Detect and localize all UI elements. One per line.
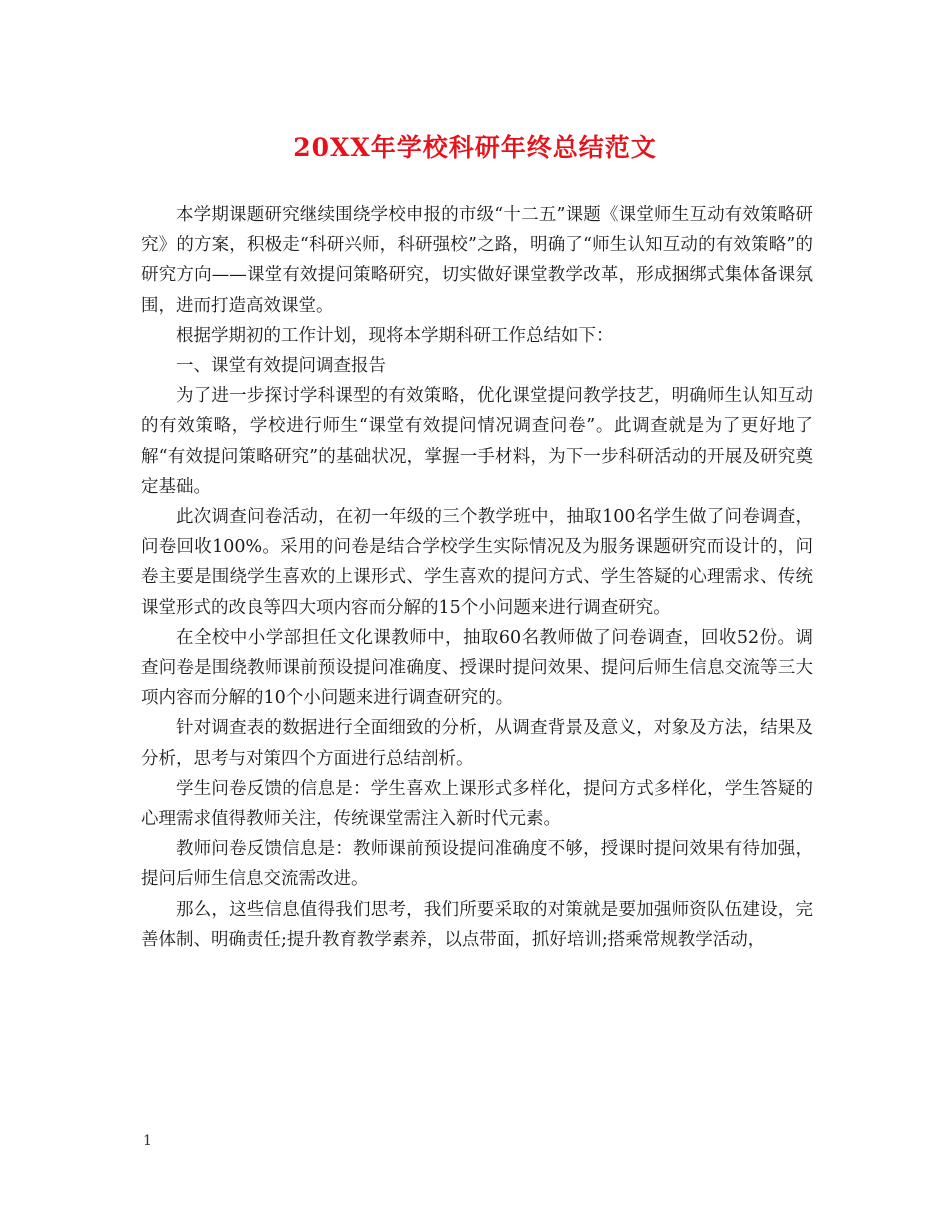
paragraph-teacher-survey: 在全校中小学部担任文化课教师中，抽取60名教师做了问卷调查，回收52份。调查问卷是围绕教师课前预设提问准确度、授课时提问效果、提问后师生信息交流等三大项内容而分解的10个小问题来进行调查研究的。 xyxy=(141,627,813,709)
paragraph-analysis: 针对调查表的数据进行全面细致的分析，从调查背景及意义，对象及方法，结果及分析，思考与对策四个方面进行总结剖析。 xyxy=(141,718,813,769)
paragraph-intro: 本学期课题研究继续围绕学校申报的市级“十二五”课题《课堂师生互动有效策略研究》的方案，积极走“科研兴师，科研强校”之路，明确了“师生认知互动的有效策略”的研究方向——课堂有效提问策略研究，切实做好课堂教学改革，形成捆绑式集体备课氛围，进而打造高效课堂。 xyxy=(141,205,813,316)
section-heading-1: 一、课堂有效提问调查报告 xyxy=(176,356,386,377)
page-number: 1 xyxy=(143,1133,152,1149)
paragraph-plan: 根据学期初的工作计划，现将本学期科研工作总结如下： xyxy=(176,325,614,346)
paragraph-student-feedback: 学生问卷反馈的信息是：学生喜欢上课形式多样化，提问方式多样化，学生答疑的心理需求值得教师关注，传统课堂需注入新时代元素。 xyxy=(141,778,813,830)
document-title: 20XX年学校科研年终总结范文 xyxy=(293,133,657,162)
paragraph-student-survey: 此次调查问卷活动，在初一年级的三个教学班中，抽取100名学生做了问卷调查，问卷回收100%。采用的问卷是结合学校学生实际情况及为服务课题研究而设计的，问卷主要是围绕学生喜欢的上课形式、学生喜欢的提问方式、学生答疑的心理需求、传统课堂形式的改良等四大项内容而分解的15个小问题来进行调查研究。 xyxy=(141,507,813,618)
paragraph-countermeasures: 那么，这些信息值得我们思考，我们所要采取的对策就是要加强师资队伍建设，完善体制、明确责任;提升教育教学素养，以点带面，抓好培训;搭乘常规教学活动， xyxy=(141,899,813,950)
paragraph-teacher-feedback: 教师问卷反馈信息是：教师课前预设提问准确度不够，授课时提问效果有待加强，提问后师生信息交流需改进。 xyxy=(141,839,813,890)
document-body xyxy=(141,200,813,955)
paragraph-purpose: 为了进一步探讨学科课型的有效策略，优化课堂提问教学技艺，明确师生认知互动的有效策略，学校进行师生“课堂有效提问情况调查问卷”。此调查就是为了更好地了解“有效提问策略研究”的基础状况，掌握一手材料，为下一步科研活动的开展及研究奠定基础。 xyxy=(141,386,813,497)
